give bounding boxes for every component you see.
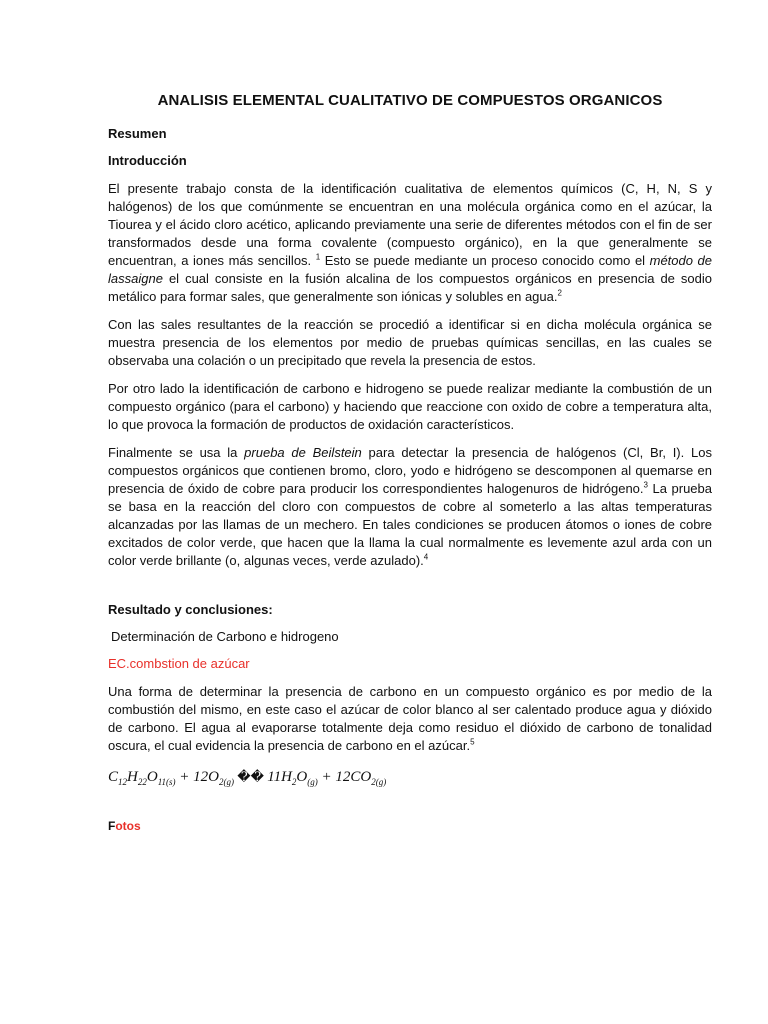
intro-p4-text-b: para detectar la presencia de halógenos (Cl, Br, I). Los compuestos orgánicos que contienen bromo, cloro, yodo e hidrógeno se descomponen al quemarse en presencia de óxido de cobre para producir los correspondientes halogenuros de hidrógeno.	[108, 445, 712, 496]
fotos-first-letter: F	[108, 819, 116, 833]
results-text: Una forma de determinar la presencia de carbono en un compuesto orgánico es por medio de la combustión del mismo, en este caso el azúcar de color blanco al ser calentado produce agua y dióxido de carbono. El agua al evaporarse totalmente deja como residuo el dióxido de carbono de tonalidad oscura, el cual evidencia la presencia de carbono en el azúcar.	[108, 684, 712, 753]
combustion-equation	[108, 769, 712, 787]
section-resultados: Resultado y conclusiones:	[108, 602, 273, 617]
intro-p4-text-c: La prueba se basa en la reacción del cloro con compuestos de cobre al someterlo a las altas temperaturas alcanzadas por las llamas de un mechero. En tales condiciones se producen átomos o iones de cobre excitados de color verde, que hacen que la llama la cual normalmente es levemente azul arda con un color verde brillante (o, algunas veces, verde azulado).	[108, 481, 712, 568]
formula-subscript: 2	[291, 777, 297, 787]
spacer	[108, 580, 712, 602]
fotos-heading	[108, 819, 712, 833]
intro-paragraph-2: Con las sales resultantes de la reacción se procedió a identificar si en dicha molécula orgánica se muestra presencia de los elementos por medio de pruebas químicas sencillas, en las cuales se observaba una colación o un precipitado que revela la presencia de estos.	[108, 317, 712, 368]
fotos-rest: otos	[115, 819, 141, 833]
reference-2: 2	[557, 288, 562, 298]
formula-term: + 12CO	[317, 769, 372, 785]
formula-term: O	[146, 769, 158, 785]
formula-term: H	[127, 769, 138, 785]
intro-paragraph-1	[108, 180, 712, 306]
document-title: ANALISIS ELEMENTAL CUALITATIVO DE COMPUESTOS ORGANICOS	[157, 92, 663, 109]
reference-3: 3	[643, 480, 648, 490]
formula-term: + 12O	[175, 769, 220, 785]
results-paragraph	[108, 683, 712, 755]
formula-subscript: 2(g)	[371, 777, 387, 787]
broken-arrow-glyph: ��	[234, 769, 268, 784]
formula-subscript: 11(s)	[157, 777, 176, 787]
reference-4: 4	[423, 552, 429, 562]
formula-subscript: 12	[118, 777, 128, 787]
section-resumen: Resumen	[108, 126, 167, 141]
intro-p4-text-a: Finalmente se usa la	[108, 445, 245, 460]
formula-term: C	[108, 769, 119, 785]
reference-1: 1	[315, 252, 321, 262]
formula-subscript: (g)	[307, 777, 318, 787]
subsection-determinacion: Determinación de Carbono e hidrogeno	[111, 629, 339, 644]
beilstein-test-name: prueba de Beilstein	[244, 445, 362, 460]
formula-subscript: 22	[137, 777, 147, 787]
method-name: método de lassaigne	[108, 253, 712, 286]
intro-p1-text-b: Esto se puede mediante un proceso conocido como el	[320, 253, 650, 268]
formula-term: 11H	[267, 769, 292, 785]
equation-heading: EC.combstion de azúcar	[108, 656, 250, 671]
formula-subscript: 2(g)	[219, 777, 235, 787]
intro-p1-text-a: El presente trabajo consta de la identificación cualitativa de elementos químicos (C, H, N, S y halógenos) de los que comúnmente se encuentran en una molécula orgánica como en el azúcar, la Tiourea y el ácido cloro acético, aplicando previamente una serie de diferentes métodos con el fin de ser transformados desde una forma covalente (compuesto orgánico), en la que generalmente se encuentran, a iones más sencillos.	[108, 181, 712, 268]
formula-term: O	[296, 769, 308, 785]
reference-5: 5	[470, 737, 475, 747]
intro-p1-text-c: el cual consiste en la fusión alcalina de los compuestos orgánicos en presencia de sodio metálico para formar sales, que generalmente son iónicas y solubles en agua.	[108, 271, 712, 304]
section-introduccion: Introducción	[108, 153, 187, 168]
intro-paragraph-4	[108, 444, 712, 570]
intro-paragraph-3: Por otro lado la identificación de carbono e hidrogeno se puede realizar mediante la combustión de un compuesto orgánico (para el carbono) y haciendo que reaccione con oxido de cobre a temperatura alta, lo que provoca la formación de productos de oxidación característicos.	[108, 381, 712, 432]
